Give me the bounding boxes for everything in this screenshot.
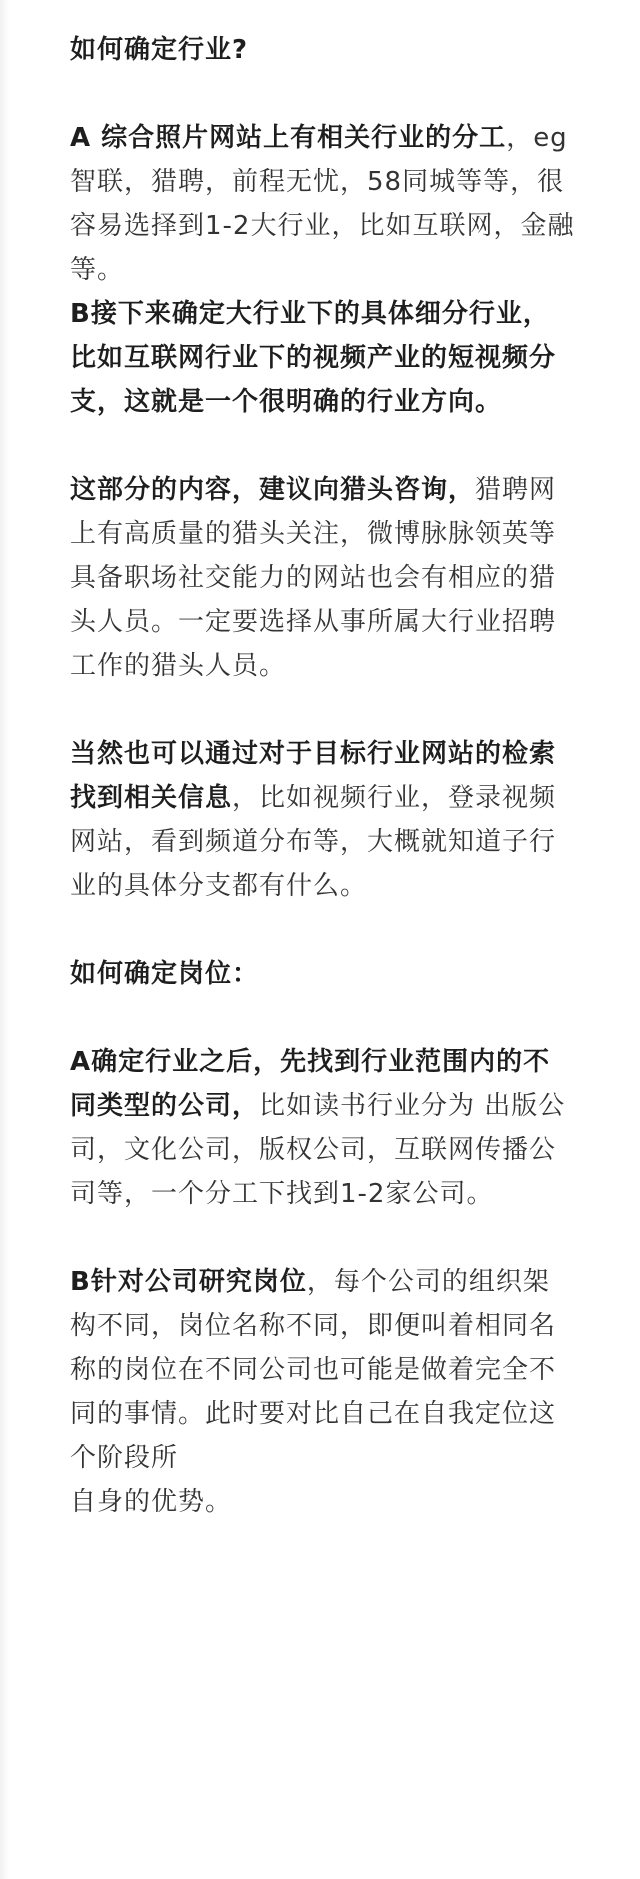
page-edge-shadow: [0, 0, 10, 1879]
paragraph-a2: [70, 1040, 575, 1216]
paragraph-a1-text: ，eg 智联，猎聘，前程无忧，58同城等等，很容易选择到1-2大行业，比如互联网，金融等。: [70, 123, 575, 285]
paragraph-search-bold: 当然也可以通过对于目标行业网站的检索找到相关信息: [70, 739, 557, 813]
heading-position-text: 如何确定岗位：: [70, 959, 260, 989]
heading-position: [70, 952, 575, 996]
paragraph-b1-bold: B接下来确定大行业下的具体细分行业，比如互联网行业下的视频产业的短视频分支，这就是一个很明确的行业方向。: [70, 299, 557, 417]
heading-industry: [70, 28, 575, 72]
paragraph-hunter-text: 猎聘网上有高质量的猎头关注，微博脉脉领英等具备职场社交能力的网站也会有相应的猎头人员。一定要选择从事所属大行业招聘工作的猎头人员。: [70, 475, 557, 681]
paragraph-a1: [70, 116, 575, 292]
paragraph-search: [70, 732, 575, 908]
paragraph-a2-text: 比如读书行业分为 出版公司，文化公司，版权公司，互联网传播公司等，一个分工下找到1-2家公司。: [70, 1091, 566, 1209]
paragraph-b2-bold: B针对公司研究岗位: [70, 1267, 307, 1297]
paragraph-hunter: [70, 468, 575, 688]
paragraph-a1-bold: A 综合照片网站上有相关行业的分工: [70, 123, 507, 153]
paragraph-hunter-bold: 这部分的内容，建议向猎头咨询，: [70, 475, 476, 505]
paragraph-a2-bold: A确定行业之后，先找到行业范围内的不同类型的公司，: [70, 1047, 551, 1121]
paragraph-b2: [70, 1260, 575, 1524]
article-body: [70, 28, 575, 1524]
text-fade-overlay: [400, 1776, 640, 1822]
paragraph-b2-tail: 自身的优势。: [70, 1487, 233, 1517]
paragraph-b1: [70, 292, 575, 424]
paragraph-b2-text: ，每个公司的组织架构不同，岗位名称不同，即便叫着相同名称的岗位在不同公司也可能是做着完全不同的事情。此时要对比自己在自我定位这个阶段所: [70, 1267, 557, 1473]
heading-industry-text: 如何确定行业?: [70, 35, 249, 65]
paragraph-search-text: ，比如视频行业，登录视频网站，看到频道分布等，大概就知道子行业的具体分支都有什么。: [70, 783, 557, 901]
